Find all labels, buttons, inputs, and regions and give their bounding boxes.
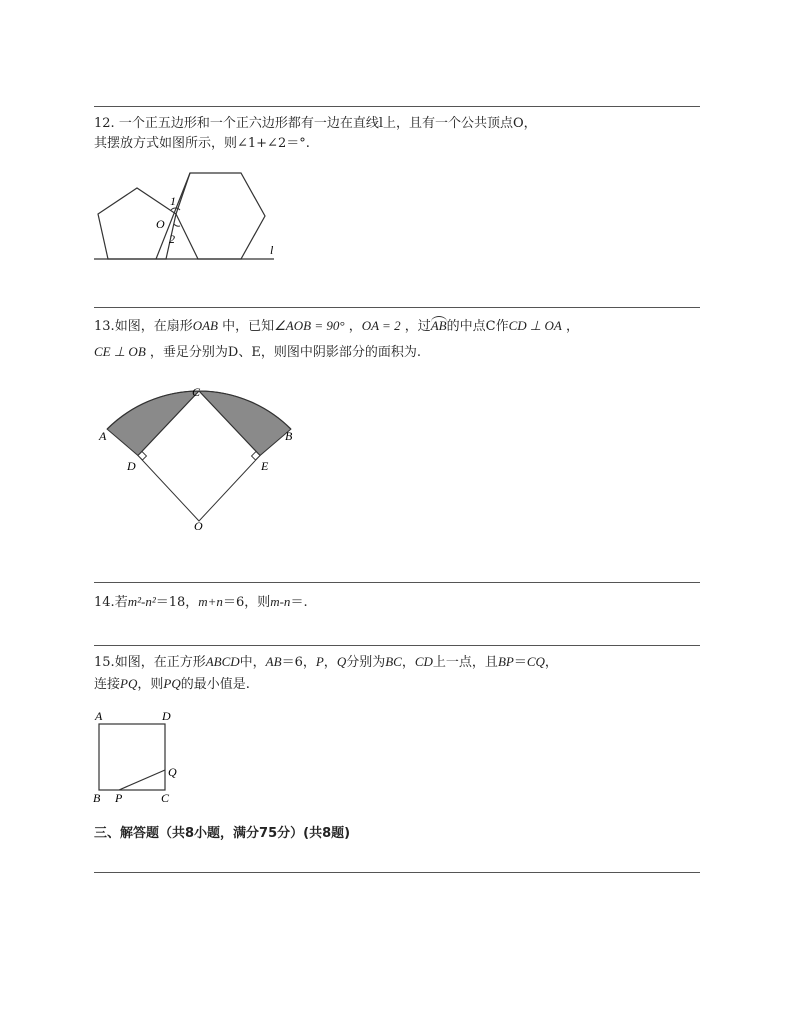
q12-line1 (94, 114, 537, 134)
square-ABCD (99, 724, 165, 790)
q14-number: 14. (94, 595, 115, 610)
q13-text: 如图，在扇形 (114, 319, 193, 334)
q15-math: BC (385, 654, 402, 669)
shaded-region-left (107, 391, 199, 456)
q13-figure (96, 384, 316, 534)
q15-label-D: D (162, 709, 171, 723)
q15-math: CD (414, 654, 433, 669)
q13-text: ，过 (404, 319, 431, 334)
q12-label-O: O (156, 217, 165, 231)
q13-label-A: A (99, 429, 107, 443)
q13-label-D: D (127, 459, 136, 473)
q15-line2 (94, 674, 250, 695)
q15-label-B: B (93, 791, 101, 805)
q13-math-CDOA: CD ⊥ OA (508, 318, 562, 333)
divider-top (94, 106, 700, 107)
q15-line1 (94, 652, 558, 673)
q12-text-1: 一个正五边形和一个正六边形都有一边在直线l上，且有一个公共顶点O， (118, 116, 537, 131)
q12-label-2: 2 (169, 232, 175, 246)
q15-label-P: P (115, 791, 123, 805)
q15-text: 如图，在正方形 (114, 655, 206, 670)
q14-text: ＝6，则 (222, 595, 271, 610)
q15-text: 的最小值是. (180, 677, 250, 692)
q15-math: PQ (163, 676, 181, 691)
diagonal-line (156, 173, 190, 259)
q13-line1 (94, 316, 579, 337)
q12-line2 (94, 134, 310, 154)
q12-label-l: l (270, 243, 274, 257)
q13-math-arc-AB: AB (430, 318, 447, 333)
q15-text: ＝ (513, 655, 527, 670)
q13-math-OA: OA = 2 (361, 318, 401, 333)
q13-math-OAB: OAB (192, 318, 218, 333)
q15-label-C: C (161, 791, 170, 805)
q15-text: 分别为 (346, 655, 386, 670)
q15-number: 15. (94, 655, 115, 670)
q15-math: CQ (526, 654, 545, 669)
divider-q14 (94, 582, 700, 583)
q15-text: ， (544, 655, 558, 670)
q15-math: Q (336, 654, 347, 669)
q13-math-angle: ∠AOB = 90° (274, 318, 345, 333)
q15-math: BP (497, 654, 514, 669)
q12-figure (90, 168, 290, 268)
q15-label-A: A (95, 709, 103, 723)
q15-math: PQ (120, 676, 138, 691)
q15-text: ＝6， (281, 655, 316, 670)
angle-arc-2 (174, 224, 180, 226)
q15-text: 连接 (94, 677, 121, 692)
q14-text: ＝18， (155, 595, 199, 610)
q15-text: 中， (239, 655, 266, 670)
q12-number: 12. (94, 116, 115, 131)
q12-label-1: 1 (170, 194, 176, 208)
q15-math: AB (265, 654, 282, 669)
section-3-heading: 三、解答题（共8小题，满分75分）(共8题) (94, 826, 351, 841)
q14-math-sum: m+n (198, 594, 223, 609)
q15-text: ，则 (137, 677, 164, 692)
divider-bottom (94, 872, 700, 873)
q15-text: ， (401, 655, 415, 670)
divider-q15 (94, 645, 700, 646)
q13-text: ， (348, 319, 362, 334)
q14-math-prod: m-n (270, 594, 291, 609)
q13-math-CEOB: CE ⊥ OB (94, 344, 146, 359)
segment-PQ (119, 770, 165, 790)
shaded-region-right (199, 391, 291, 456)
q15-figure (90, 708, 190, 808)
q15-label-Q: Q (168, 765, 177, 779)
q13-text-2: ，垂足分别为D、E，则图中阴影部分的面积为. (149, 345, 421, 360)
q13-text: 的中点C作 (446, 319, 509, 334)
q13-line2 (94, 342, 421, 363)
q14-text: 若 (114, 595, 128, 610)
q13-label-E: E (261, 459, 269, 473)
q15-text: 上一点，且 (432, 655, 498, 670)
q13-label-C: C (192, 385, 201, 399)
q15-math: ABCD (205, 654, 240, 669)
divider-q13 (94, 307, 700, 308)
q13-text: 中，已知 (222, 319, 275, 334)
q13-number: 13. (94, 319, 115, 334)
q14-math-expr: m²-n² (127, 594, 156, 609)
q13-text: ， (565, 319, 579, 334)
q15-math: P (315, 654, 324, 669)
q14-line (94, 592, 308, 613)
q12-text-2: 其摆放方式如图所示，则∠1+∠2＝°. (94, 136, 310, 151)
q14-text: ＝. (290, 595, 308, 610)
q13-label-O: O (194, 519, 203, 533)
q15-text: ， (323, 655, 337, 670)
q13-label-B: B (285, 429, 293, 443)
hexagon (176, 173, 265, 259)
